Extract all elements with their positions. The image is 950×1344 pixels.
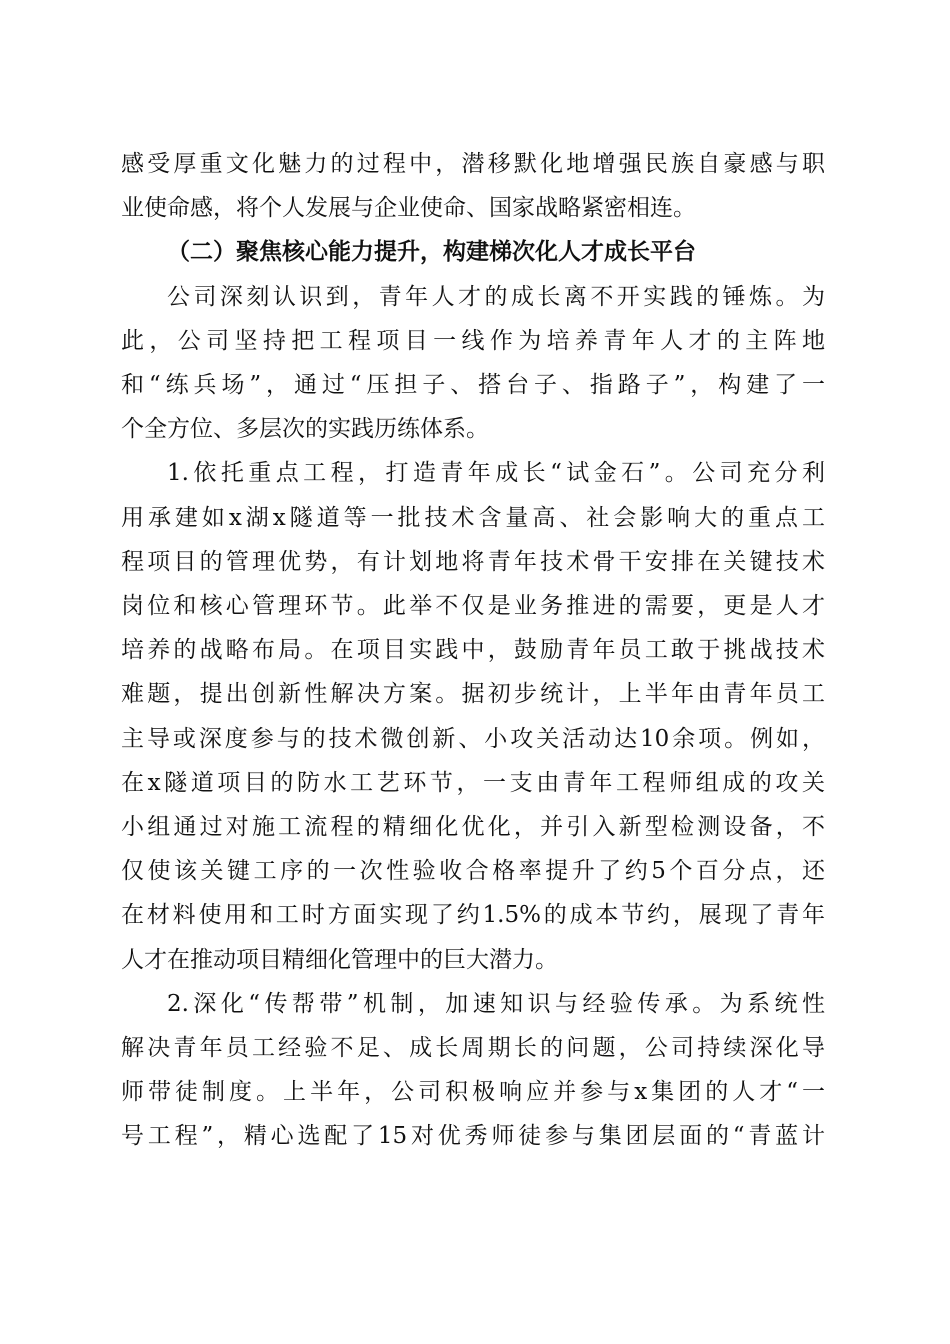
text-line: 2.深化“传帮带”机制，加速知识与经验传承。为系统性 [167, 990, 825, 1017]
text-line: 小组通过对施工流程的精细化优化，并引入新型检测设备，不 [121, 814, 825, 841]
text-line: 公司深刻认识到，青年人才的成长离不开实践的锤炼。为 [167, 283, 825, 310]
text-line: 师带徒制度。上半年，公司积极响应并参与x集团的人才“一 [121, 1079, 825, 1106]
text-line: 在材料使用和工时方面实现了约1.5%的成本节约，展现了青年 [121, 902, 825, 929]
paragraph-intro-tail [121, 142, 825, 230]
text-line: 人才在推动项目精细化管理中的巨大潜力。 [121, 946, 558, 973]
text-line: 感受厚重文化魅力的过程中，潜移默化地增强民族自豪感与职 [121, 151, 825, 177]
section-heading-text: （二）聚焦核心能力提升，构建梯次化人才成长平台 [167, 238, 696, 266]
section-heading [121, 230, 825, 274]
text-line: 培养的战略布局。在项目实践中，鼓励青年员工敢于挑战技术 [121, 637, 825, 664]
text-line: 业使命感，将个人发展与企业使命、国家战略紧密相连。 [121, 195, 696, 222]
text-line: 难题，提出创新性解决方案。据初步统计，上半年由青年员工 [121, 681, 825, 708]
text-line: 1.依托重点工程，打造青年成长“试金石”。公司充分利 [167, 460, 825, 487]
text-line: 此，公司坚持把工程项目一线作为培养青年人才的主阵地 [121, 327, 825, 354]
document-body [121, 142, 825, 1159]
text-line: 程项目的管理优势，有计划地将青年技术骨干安排在关键技术 [121, 548, 825, 575]
text-line: 个全方位、多层次的实践历练体系。 [121, 416, 489, 443]
text-line: 在x隧道项目的防水工艺环节，一支由青年工程师组成的攻关 [121, 769, 825, 796]
text-line: 用承建如x湖x隧道等一批技术含量高、社会影响大的重点工 [121, 504, 825, 531]
text-line: 号工程”，精心选配了15对优秀师徒参与集团层面的“青蓝计 [121, 1123, 825, 1150]
text-line: 和“练兵场”，通过“压担子、搭台子、指路子”，构建了一 [121, 372, 825, 399]
text-line: 主导或深度参与的技术微创新、小攻关活动达10余项。例如， [121, 725, 825, 752]
text-line: 岗位和核心管理环节。此举不仅是业务推进的需要，更是人才 [121, 593, 825, 620]
list-item-2 [121, 982, 825, 1159]
text-line: 仅使该关键工序的一次性验收合格率提升了约5个百分点，还 [121, 858, 825, 885]
text-line: 解决青年员工经验不足、成长周期长的问题，公司持续深化导 [121, 1035, 825, 1062]
paragraph-section-intro [121, 275, 825, 452]
list-item-1 [121, 451, 825, 981]
